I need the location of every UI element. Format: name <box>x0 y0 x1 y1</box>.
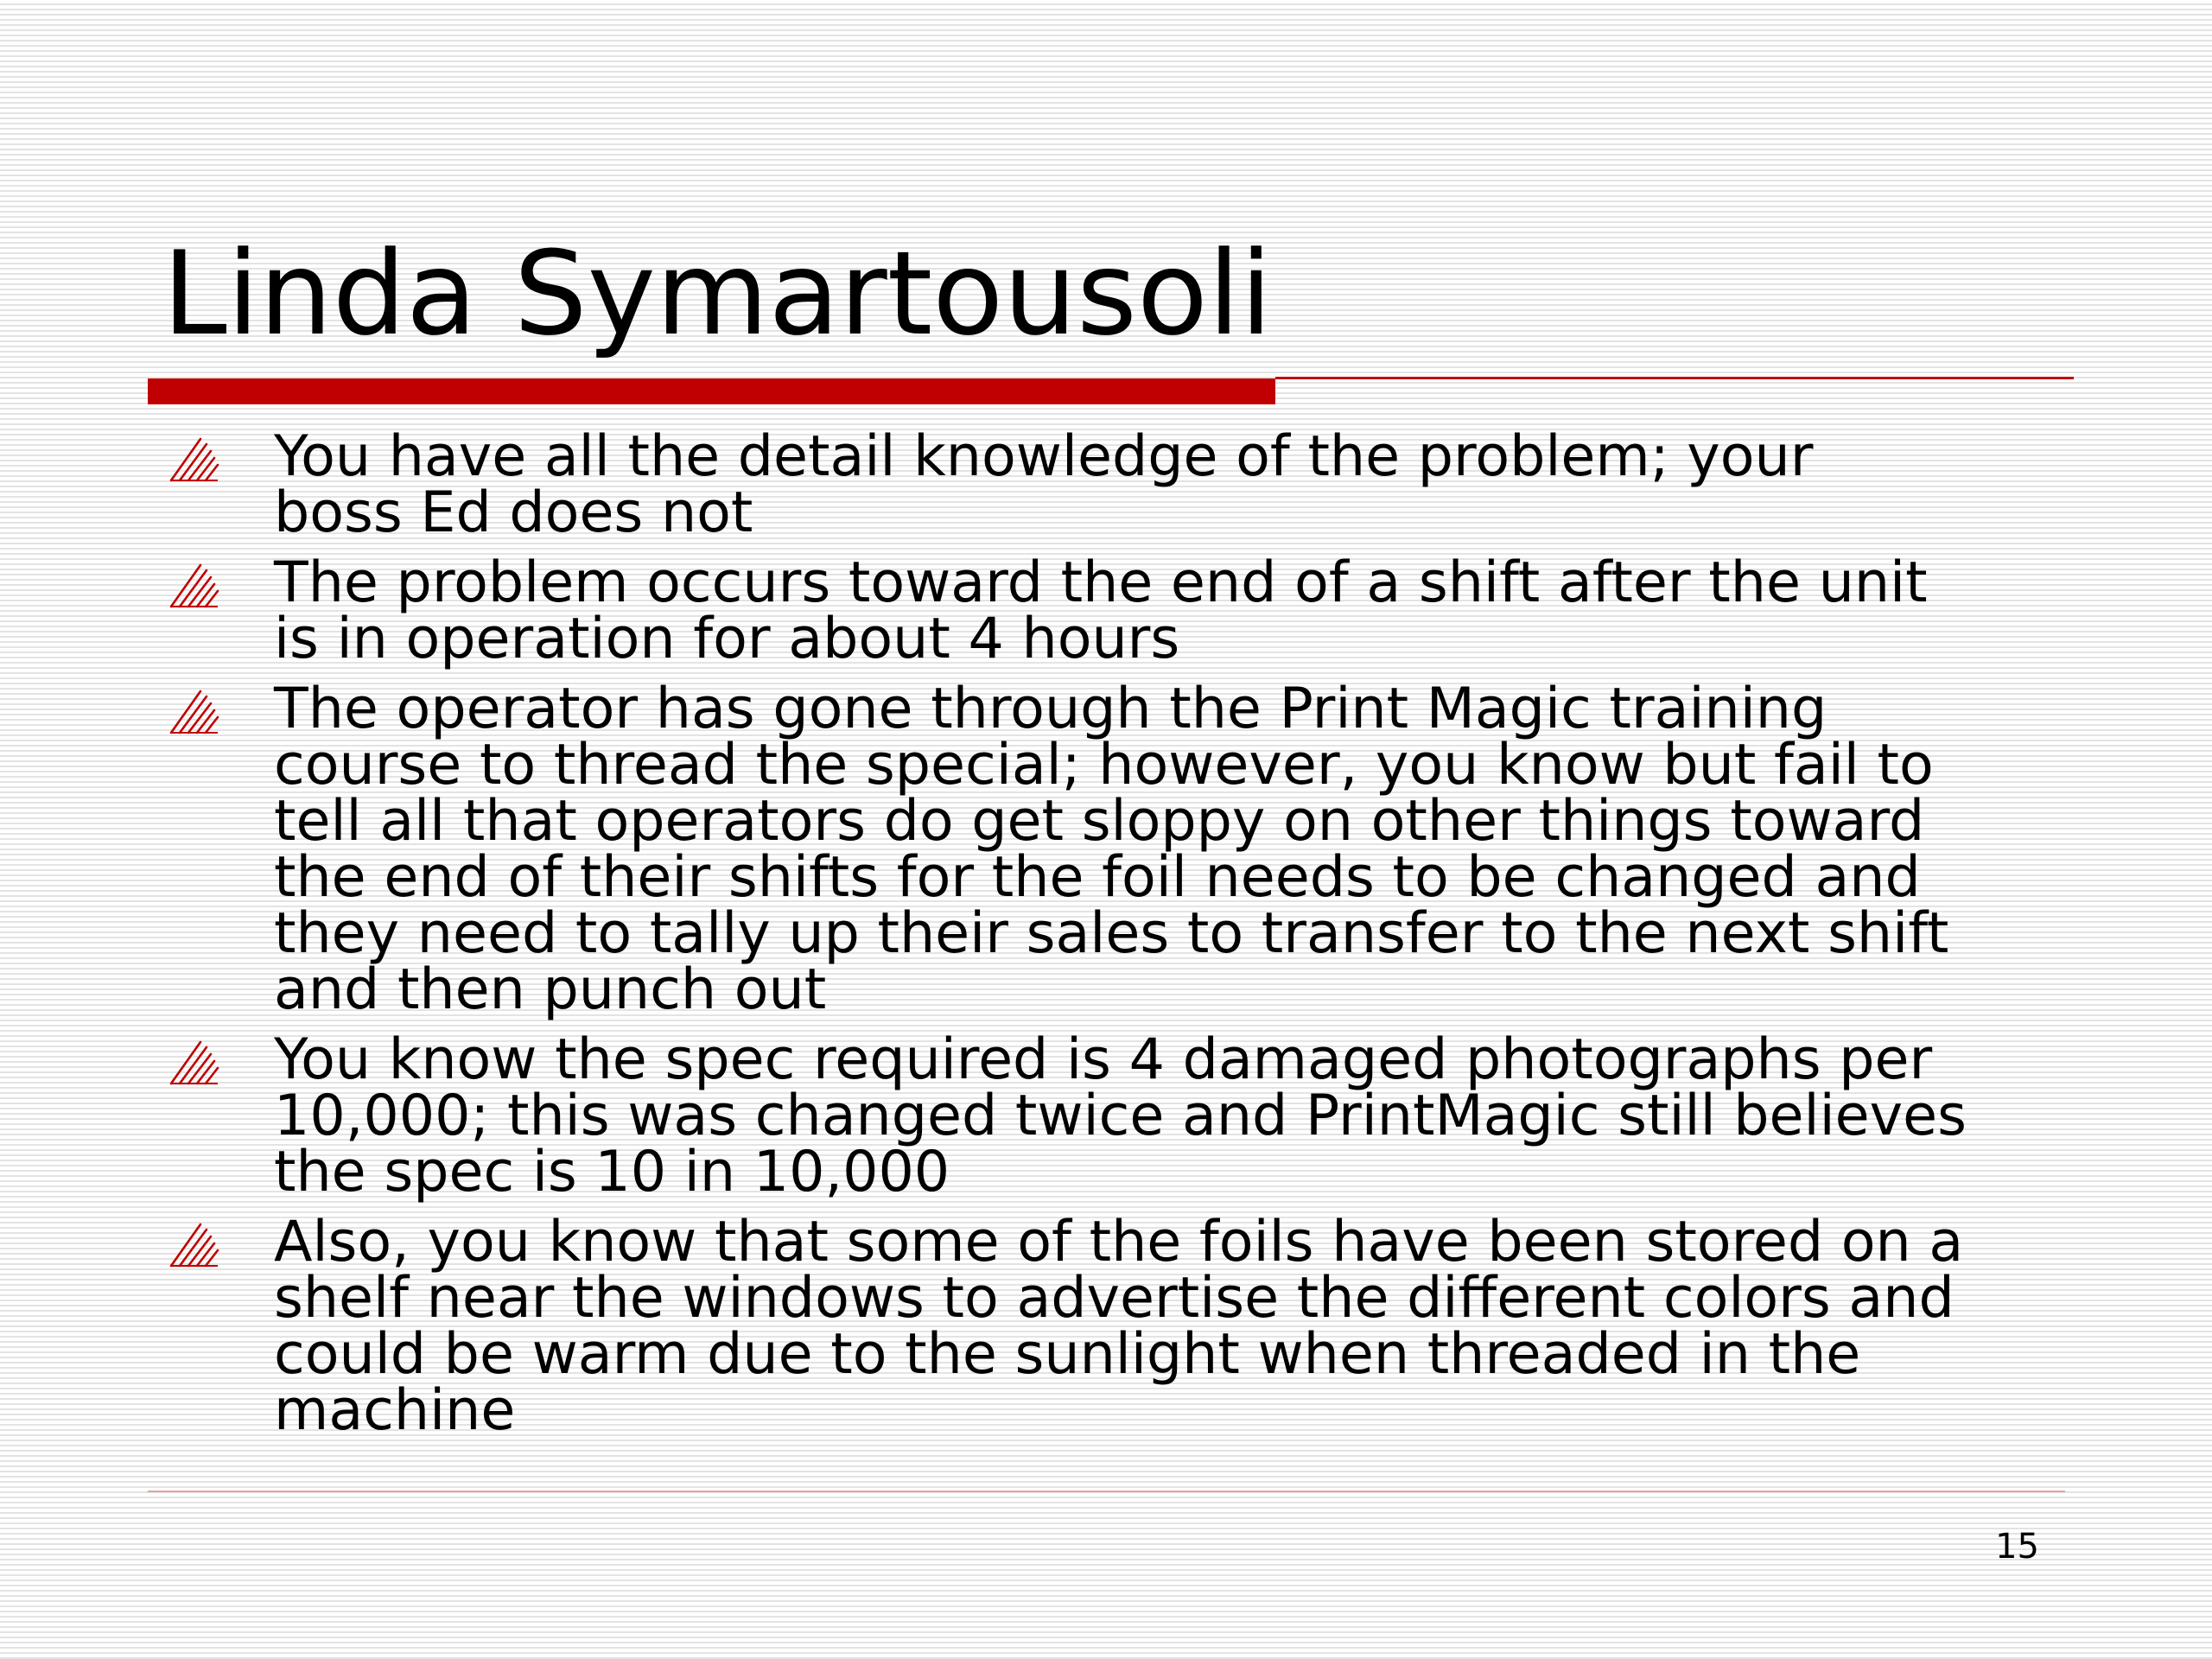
bullet-line: course to thread the special; however, you know but fail to <box>274 733 1934 798</box>
footer-divider <box>148 1491 2065 1492</box>
bullet-line: 10,000; this was changed twice and PrintMagic still believes <box>274 1084 1967 1148</box>
bullet-line: Also, you know that some of the foils have been stored on a <box>274 1210 1964 1274</box>
bullet-item-3 <box>169 677 2053 1022</box>
bullet-line: the spec is 10 in 10,000 <box>274 1140 950 1205</box>
bullet-line: they need to tally up their sales to transfer to the next shift <box>274 901 1949 966</box>
bullet-line: The operator has gone through the Print Magic training <box>274 677 1827 741</box>
bullet-line: You have all the detail knowledge of the problem; your <box>274 424 1814 489</box>
bullet-line: and then punch out <box>274 957 827 1022</box>
bullet-list <box>169 424 2053 1452</box>
bullet-item-4 <box>169 1027 2053 1205</box>
bullet-item-5 <box>169 1210 2053 1443</box>
red-hatched-slash-icon <box>169 435 219 482</box>
bullet-line: The problem occurs toward the end of a shift after the unit <box>274 550 1928 615</box>
bullet-item-2 <box>169 550 2053 671</box>
bullet-line: is in operation for about 4 hours <box>274 607 1180 671</box>
slide-title: Linda Symartousoli <box>162 226 1273 361</box>
bullet-line: shelf near the windows to advertise the different colors and <box>274 1266 1955 1331</box>
bullet-line: machine <box>274 1378 516 1443</box>
bullet-line: the end of their shifts for the foil needs to be changed and <box>274 845 1921 910</box>
red-hatched-slash-icon <box>169 688 219 734</box>
title-underline-thin <box>1275 377 2074 379</box>
bullet-line: You know the spec required is 4 damaged photographs per <box>274 1027 1933 1092</box>
bullet-item-1 <box>169 424 2053 545</box>
title-underline-thick <box>148 378 1275 404</box>
red-hatched-slash-icon <box>169 562 219 608</box>
red-hatched-slash-icon <box>169 1039 219 1085</box>
bullet-line: boss Ed does not <box>274 480 753 545</box>
red-hatched-slash-icon <box>169 1221 219 1268</box>
bullet-line: could be warm due to the sunlight when threaded in the <box>274 1322 1861 1387</box>
page-number: 15 <box>1995 1527 2039 1567</box>
bullet-line: tell all that operators do get sloppy on other things toward <box>274 789 1925 854</box>
